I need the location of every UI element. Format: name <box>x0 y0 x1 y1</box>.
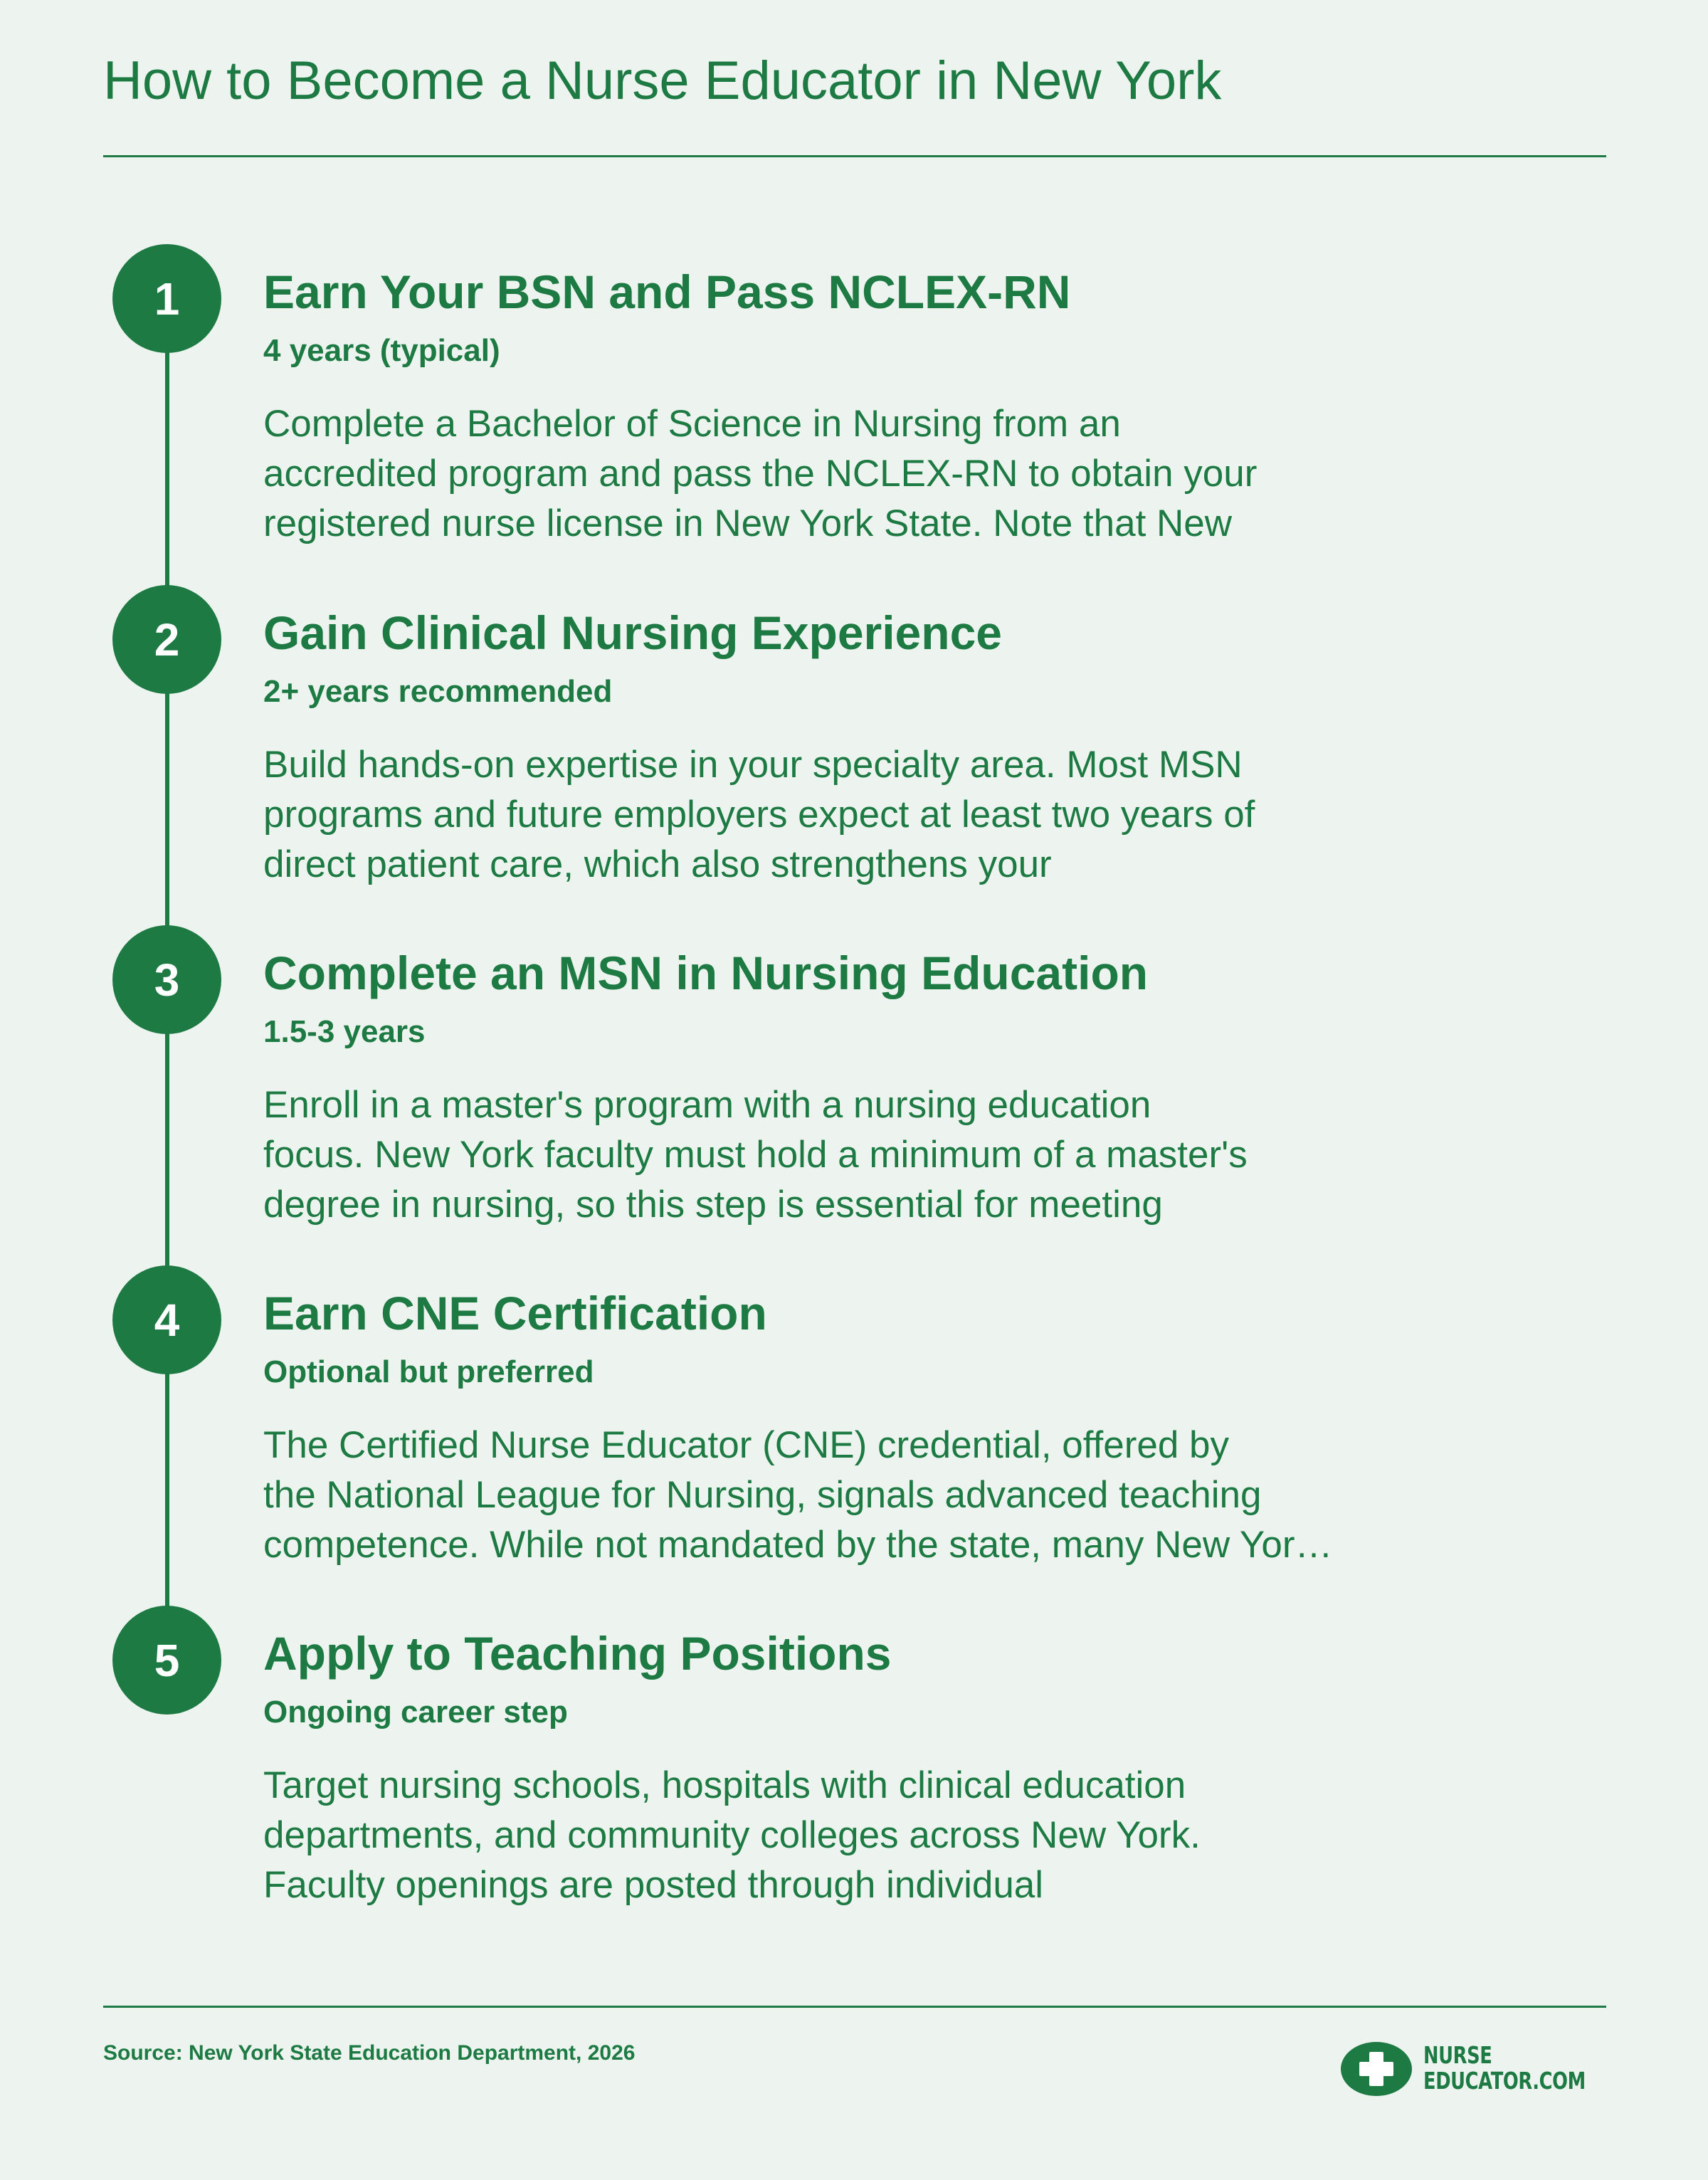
medical-cross-icon <box>1339 2041 1413 2097</box>
step-3 <box>0 925 1708 1260</box>
step-duration: 4 years (typical) <box>263 333 500 368</box>
step-title: Earn Your BSN and Pass NCLEX-RN <box>263 265 1071 318</box>
step-title: Gain Clinical Nursing Experience <box>263 606 1002 659</box>
step-number-badge <box>112 1265 221 1374</box>
step-duration: 2+ years recommended <box>263 674 613 709</box>
step-title: Complete an MSN in Nursing Education <box>263 947 1149 999</box>
nurse-educator-logo[interactable] <box>1339 2037 1610 2101</box>
step-1 <box>0 244 1708 579</box>
footer-divider <box>103 2006 1606 2008</box>
step-number-badge <box>112 585 221 694</box>
step-number: 1 <box>154 273 180 325</box>
step-title: Earn CNE Certification <box>263 1287 767 1339</box>
header-divider <box>103 155 1606 157</box>
step-duration: Optional but preferred <box>263 1354 594 1389</box>
step-number: 5 <box>154 1634 180 1686</box>
step-number: 3 <box>154 954 180 1006</box>
step-description: Target nursing schools, hospitals with clinical education departments, and community colleges across New York. Faculty openings are posted through individual <box>263 1764 1201 1906</box>
step-duration: 1.5-3 years <box>263 1014 426 1049</box>
step-number: 2 <box>154 614 180 665</box>
step-number-badge <box>112 925 221 1034</box>
step-description: Enroll in a master's program with a nursing education focus. New York faculty must hold a minimum of a master's degree in nursing, so this step is essential for meeting <box>263 1084 1248 1226</box>
step-description: Complete a Bachelor of Science in Nursing from an accredited program and pass the NCLEX-RN to obtain your registered nurse license in New York State. Note that New <box>263 403 1258 544</box>
step-duration: Ongoing career step <box>263 1695 568 1729</box>
source-note: Source: New York State Education Department, 2026 <box>103 2041 636 2065</box>
step-description: Build hands-on expertise in your specialty area. Most MSN programs and future employers expect at least two years of direct patient care, which also strengthens your <box>263 744 1255 885</box>
step-5 <box>0 1606 1708 1940</box>
step-number: 4 <box>154 1294 180 1346</box>
logo-line-2: EDUCATOR.COM <box>1423 2067 1586 2095</box>
logo-wordmark <box>1423 2043 1586 2094</box>
step-description: The Certified Nurse Educator (CNE) credential, offered by the National League for Nursing, signals advanced teaching competence. While not mandated by the state, many New Yor… <box>263 1424 1333 1566</box>
page-title: How to Become a Nurse Educator in New York <box>103 51 1222 111</box>
step-title: Apply to Teaching Positions <box>263 1627 892 1680</box>
step-2 <box>0 585 1708 920</box>
step-4 <box>0 1265 1708 1600</box>
step-number-badge <box>112 244 221 353</box>
step-number-badge <box>112 1606 221 1715</box>
logo-line-1: NURSE <box>1423 2041 1492 2069</box>
